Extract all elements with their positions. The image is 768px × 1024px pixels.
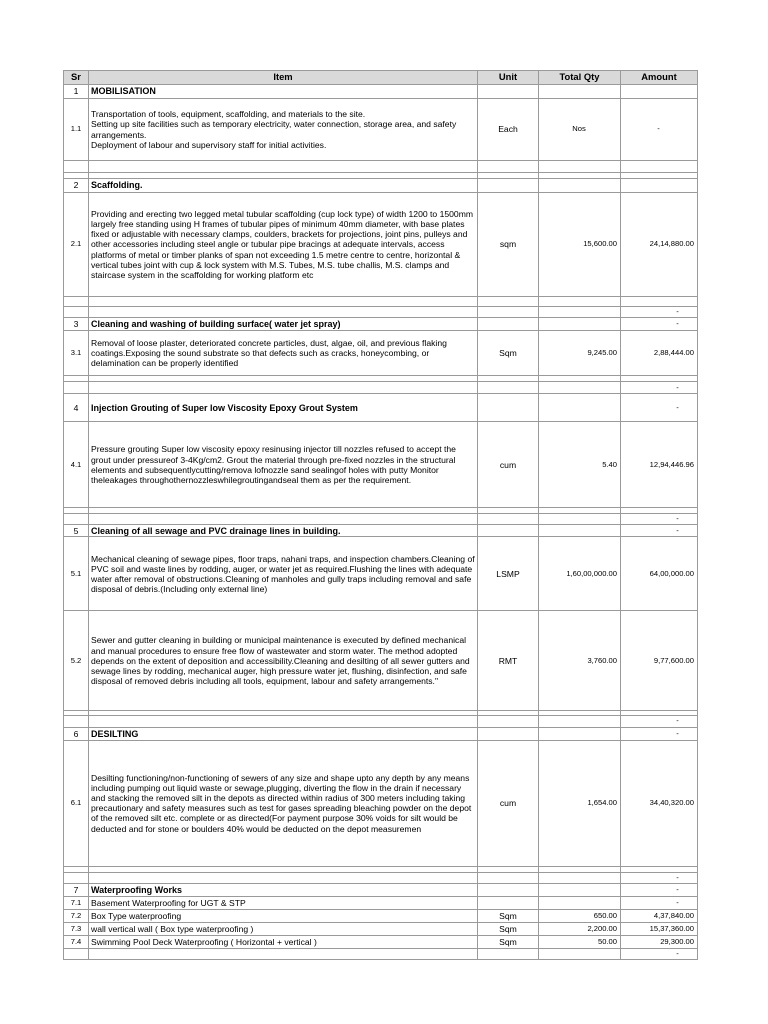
table-row [64,537,698,611]
table-row [64,922,698,935]
row-total-qty [539,727,621,740]
table-row [64,896,698,909]
row-amount [621,179,698,193]
row-unit [478,872,539,883]
row-sr: 2 [64,179,89,193]
row-unit: LSMP [478,537,539,611]
row-item: Providing and erecting two legged metal tubular scaffolding (cup lock type) of width 1200 to 1500mm largely free standing using H frames of tubular pipes of minimum 40mm diameter, with base plates fixed or adjustable with necessary clamps, coulders, brackets for projections, joint pins, pulleys and other accessories including steel angle or tubular pipe bracings at adequate intervals, access platforms of metal or timber planks of span not exceeding 1.5 metre centre to centre, horizontal & vertical tubes joint with cup & lock system with M.S. Tubes, M.S. tube challis, M.S. clamps and staircase system in the scaffolding for working platform etc [89,193,478,297]
row-item: Box Type waterproofing [89,909,478,922]
row-sr [64,948,89,959]
row-total-qty: 9,245.00 [539,331,621,376]
table-row [64,179,698,193]
row-sr [64,716,89,727]
table-row [64,872,698,883]
row-sr: 6 [64,727,89,740]
row-amount: - [621,394,698,422]
row-total-qty: 5.40 [539,422,621,508]
row-amount: 64,00,000.00 [621,537,698,611]
row-amount: - [621,716,698,727]
row-sr: 5.1 [64,537,89,611]
row-amount: - [621,727,698,740]
table-row [64,935,698,948]
table-row [64,909,698,922]
row-total-qty [539,85,621,99]
row-unit: Each [478,99,539,161]
row-total-qty [539,394,621,422]
table-header-row [64,71,698,85]
header-sr: Sr [64,71,89,85]
header-unit: Unit [478,71,539,85]
row-total-qty: 650.00 [539,909,621,922]
row-unit: Sqm [478,331,539,376]
row-item: Basement Waterproofing for UGT & STP [89,896,478,909]
row-total-qty [539,297,621,307]
row-sr: 7.4 [64,935,89,948]
row-item: Swimming Pool Deck Waterproofing ( Horizontal + vertical ) [89,935,478,948]
table-row [64,948,698,959]
row-unit [478,514,539,525]
row-sr: 2.1 [64,193,89,297]
row-unit [478,525,539,537]
row-item: Sewer and gutter cleaning in building or municipal maintenance is executed by defined mechanical and manual procedures to ensure free flow of wastewater and storm water. The method adopted depends on the extent of deposition and accessibility.Cleaning and desilting of all sewer gutters and sewage lines by rodding, mechanical auger, high pressure water jet, flushing, disinfection, and safe disposal of removed debris including all tools, equipment, labour and safety arrangements." [89,611,478,711]
row-unit [478,161,539,173]
table-row [64,307,698,318]
row-item: Transportation of tools, equipment, scaffolding, and materials to the site. Setting up site facilities such as temporary electricity, water connection, storage area, and safety arrangements. Deployment of labour and supervisory staff for initial activities. [89,99,478,161]
row-sr: 3.1 [64,331,89,376]
row-total-qty [539,161,621,173]
row-item: Mechanical cleaning of sewage pipes, floor traps, nahani traps, and inspection chambers.Cleaning of PVC soil and waste lines by rodding, auger, or water jet as required.Flushing the lines with adequate water after removal of obstructions.Cleaning of manholes and gully traps including removal and safe disposal of debris.(Including only external line) [89,537,478,611]
row-total-qty: 2,200.00 [539,922,621,935]
row-sr: 7.3 [64,922,89,935]
row-unit [478,382,539,394]
row-sr [64,161,89,173]
row-unit: cum [478,422,539,508]
row-unit [478,883,539,896]
row-item: Cleaning of all sewage and PVC drainage lines in building. [89,525,478,537]
row-amount: - [621,883,698,896]
row-item [89,872,478,883]
header-item: Item [89,71,478,85]
row-sr: 6.1 [64,740,89,866]
row-unit [478,394,539,422]
table-row [64,740,698,866]
row-amount [621,161,698,173]
table-row [64,716,698,727]
row-sr [64,514,89,525]
row-unit: cum [478,740,539,866]
row-sr: 5.2 [64,611,89,711]
table-row [64,331,698,376]
row-total-qty [539,318,621,331]
row-total-qty: 50.00 [539,935,621,948]
row-item: Pressure grouting Super low viscosity epoxy resinusing injector till nozzles refused to accept the grout under pressureof 3-4Kg/cm2. Grout the material through pre-fixed nozzles in the structural elements and subsequentlycutting/remova lofnozzle sand sealingof holes with putty Monitor theleakages throughothernozzleswhilegroutingandseal them as per the requirement. [89,422,478,508]
table-row [64,422,698,508]
row-item [89,161,478,173]
row-amount: - [621,99,698,161]
row-amount: 29,300.00 [621,935,698,948]
row-item [89,297,478,307]
row-unit [478,896,539,909]
row-total-qty [539,716,621,727]
row-unit: Sqm [478,922,539,935]
table-row [64,727,698,740]
row-unit [478,948,539,959]
boq-table [63,70,698,960]
row-item [89,948,478,959]
row-amount [621,297,698,307]
row-total-qty [539,514,621,525]
row-unit [478,307,539,318]
table-row [64,85,698,99]
row-amount: - [621,896,698,909]
row-sr: 1.1 [64,99,89,161]
row-item: wall vertical wall ( Box type waterproofing ) [89,922,478,935]
row-amount: 15,37,360.00 [621,922,698,935]
table-row [64,394,698,422]
row-sr: 3 [64,318,89,331]
row-item: DESILTING [89,727,478,740]
row-total-qty [539,307,621,318]
row-sr: 1 [64,85,89,99]
row-total-qty [539,382,621,394]
table-row [64,382,698,394]
table-row [64,297,698,307]
row-item: Scaffolding. [89,179,478,193]
row-total-qty: 1,60,00,000.00 [539,537,621,611]
row-item: Removal of loose plaster, deteriorated concrete particles, dust, algae, oil, and previous flaking coatings.Exposing the sound substrate so that defects such as cracks, honeycombing, or delamination can be properly identified [89,331,478,376]
row-item: Cleaning and washing of building surface( water jet spray) [89,318,478,331]
header-total-qty: Total Qty [539,71,621,85]
row-amount: 4,37,840.00 [621,909,698,922]
row-item: Injection Grouting of Super low Viscosity Epoxy Grout System [89,394,478,422]
row-item [89,514,478,525]
row-total-qty [539,525,621,537]
row-sr: 7.1 [64,896,89,909]
row-sr [64,297,89,307]
row-item: Waterproofing Works [89,883,478,896]
row-unit: RMT [478,611,539,711]
row-total-qty [539,896,621,909]
row-total-qty [539,179,621,193]
table-row [64,525,698,537]
row-sr [64,872,89,883]
header-amount: Amount [621,71,698,85]
row-sr: 7.2 [64,909,89,922]
row-sr [64,307,89,318]
row-unit [478,727,539,740]
row-amount: 2,88,444.00 [621,331,698,376]
row-total-qty [539,883,621,896]
row-amount [621,85,698,99]
row-total-qty: Nos [539,99,621,161]
row-amount: 34,40,320.00 [621,740,698,866]
row-total-qty: 1,654.00 [539,740,621,866]
row-unit: sqm [478,193,539,297]
row-sr [64,382,89,394]
row-total-qty: 15,600.00 [539,193,621,297]
table-row [64,99,698,161]
row-amount: - [621,307,698,318]
row-item [89,716,478,727]
row-item [89,382,478,394]
row-unit: Sqm [478,935,539,948]
row-unit [478,716,539,727]
row-amount: 24,14,880.00 [621,193,698,297]
row-unit [478,318,539,331]
table-row [64,883,698,896]
row-unit: Sqm [478,909,539,922]
row-total-qty [539,872,621,883]
row-amount: - [621,948,698,959]
table-row [64,193,698,297]
row-sr: 7 [64,883,89,896]
table-row [64,611,698,711]
row-total-qty: 3,760.00 [539,611,621,711]
row-amount: - [621,872,698,883]
table-row [64,161,698,173]
row-amount: - [621,318,698,331]
row-amount: 12,94,446.96 [621,422,698,508]
row-amount: 9,77,600.00 [621,611,698,711]
row-item [89,307,478,318]
row-total-qty [539,948,621,959]
row-sr: 5 [64,525,89,537]
row-item: Desilting functioning/non-functioning of sewers of any size and shape upto any depth by any means including pumping out liquid waste or sewage,plugging, diverting the flow in the drain if necessary and stacking the removed silt in the depots as directed within radius of 300 meters including taking precautionary and safety measures such as test for gases spreading bleaching powder on the depot of the removed silt etc. complete or as directed(For payment purpose 30% voids for silt would be deducted and for stone or boulders 40% would be deducted on the depot measuremen [89,740,478,866]
row-sr: 4.1 [64,422,89,508]
row-amount: - [621,525,698,537]
row-amount: - [621,382,698,394]
row-amount: - [621,514,698,525]
table-body [64,85,698,960]
row-item: MOBILISATION [89,85,478,99]
row-sr: 4 [64,394,89,422]
table-row [64,318,698,331]
row-unit [478,179,539,193]
table-row [64,514,698,525]
row-unit [478,85,539,99]
row-unit [478,297,539,307]
